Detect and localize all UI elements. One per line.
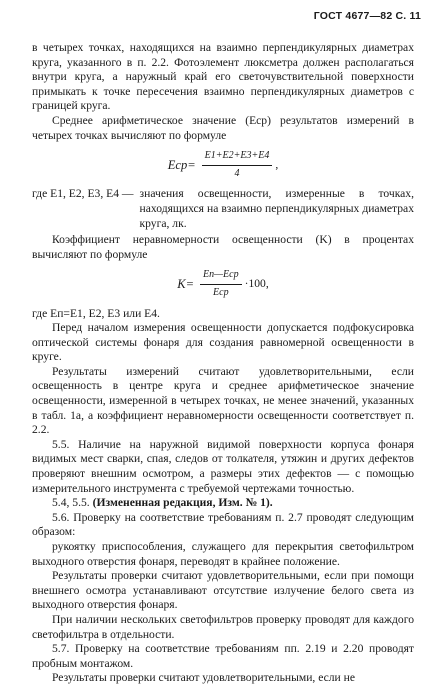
formula-coefficient-denominator: Eср: [213, 286, 229, 298]
amendment-label: (Измененная редакция, Изм. № 1).: [92, 496, 273, 510]
formula-mean-lhs: Eср=: [167, 157, 196, 172]
amendment-clauses: 5.4, 5.5.: [52, 496, 90, 510]
where-clause-mean: [32, 187, 414, 231]
paragraph-several-filters: При наличии нескольких светофильтров проверку проводят для каждого светофильтра в отдельности.: [32, 612, 414, 641]
formula-coefficient-lhs: K=: [177, 277, 195, 292]
paragraph-5-5: 5.5. Наличие на наружной видимой поверхности корпуса фонаря видимых мест сварки, спая, следов от толкателя, утяжин и других дефектов проверяют внешним осмотром, а размеры этих дефектов — с помощью измерительного инструмента с требуемой чертежами точностью.: [32, 437, 414, 495]
paragraph-focusing: Перед началом измерения освещенности допускается подфокусировка оптической системы фонаря для создания равномерной освещенности в круге.: [32, 321, 414, 364]
paragraph-measurement-results: Результаты измерений считают удовлетворительными, если освещенность в центре круга и среднее арифметическое значение освещенности, измеренной в четырех точках, не менее значений, указанных в табл. 1а, а коэффициент неравномерности освещенности соответствует п. 2.2.: [32, 364, 414, 437]
paragraph-handle: рукоятку приспособления, служащего для перекрытия светофильтром выходного отверстия фонаря, переводят в крайнее положение.: [32, 540, 414, 568]
where-clause-mean-label: где E1, E2, E3, E4 —: [32, 187, 134, 201]
paragraph-final-results: Результаты проверки считают удовлетворительными, если не: [52, 671, 356, 685]
where-clause-mean-text: значения освещенности, измеренные в точках, находящихся на взаимно перпендикулярных диаметрах круга, лк.: [139, 187, 414, 230]
paragraph-continuation: в четырех точках, находящихся на взаимно перпендикулярных диаметрах круга, указанного в п. 2.2. Фотоэлемент люксметра должен располагаться внутри круга, а наружный край его светочувствительной поверхности примыкать к точке пересечения взаимно перпендикулярных диаметров с границей круга.: [32, 41, 414, 113]
formula-coefficient-numerator: Eп—Eср: [200, 268, 242, 285]
formula-mean-denominator: 4: [234, 167, 240, 179]
paragraph-coefficient-intro: Коэффициент неравномерности освещенности (K) в процентах вычисляют по формуле: [32, 233, 414, 261]
paragraph-5-7: 5.7. Проверку на соответствие требованиям пп. 2.19 и 2.20 проводят пробным монтажом.: [32, 642, 414, 670]
formula-coefficient: [32, 268, 414, 300]
paragraph-amendment-note: [32, 496, 414, 511]
page-body: [32, 41, 414, 686]
paragraph-5-6: 5.6. Проверку на соответствие требованиям п. 2.7 проводят следующим образом:: [32, 510, 414, 539]
paragraph-check-results: Результаты проверки считают удовлетворительными, если при помощи внешнего осмотра устанавливают отсутствие излучение белого света из выходного отверстия фонаря.: [32, 569, 414, 612]
where-clause-coefficient: где Eп=E1, E2, E3 или E4.: [32, 306, 160, 320]
paragraph-mean-intro: Среднее арифметическое значение (Eср) результатов измерений в четырех точках вычисляют по формуле: [32, 113, 414, 142]
formula-mean-tail: ,: [275, 157, 279, 171]
formula-mean-numerator: E1+E2+E3+E4: [202, 149, 273, 166]
running-header: ГОСТ 4677—82 С. 11: [313, 10, 421, 22]
formula-mean: [32, 149, 414, 181]
formula-mean-fraction: [202, 149, 273, 181]
formula-coefficient-fraction: [200, 268, 242, 300]
formula-coefficient-tail: ·100,: [244, 277, 269, 291]
